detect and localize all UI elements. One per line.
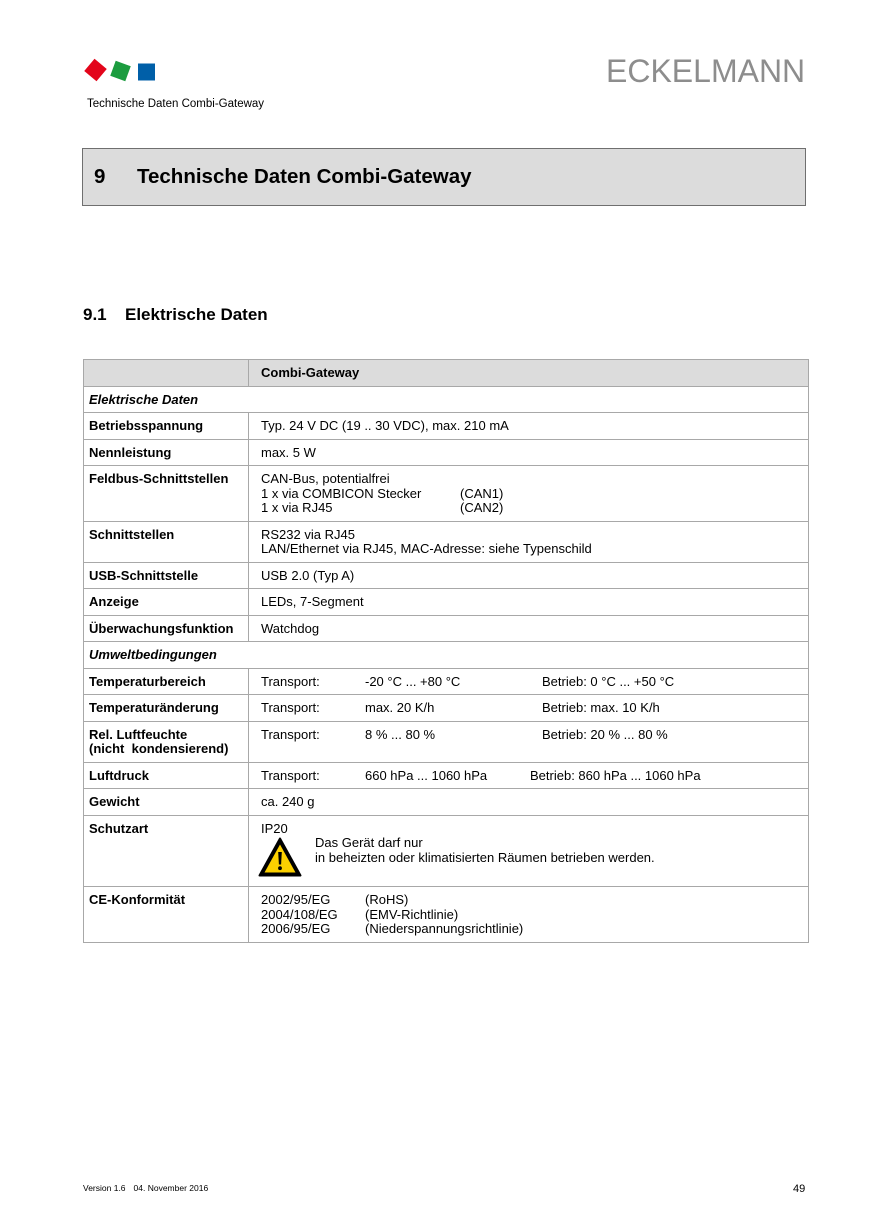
condition-values — [261, 701, 803, 716]
row-value: Typ. 24 V DC (19 .. 30 VDC), max. 210 mA — [249, 413, 809, 440]
brand-wordmark: ECKELMANN — [606, 53, 806, 89]
port-connection: 1 x via RJ45 — [261, 500, 333, 515]
logo-green-square — [110, 61, 131, 82]
company-logo — [80, 54, 160, 88]
row-value: LEDs, 7-Segment — [249, 589, 809, 616]
directive-name: (RoHS) — [365, 892, 409, 907]
table-row-luftdruck — [84, 762, 809, 789]
directive-line — [261, 908, 803, 923]
section-title: Elektrische Daten — [125, 305, 268, 324]
table-row-betriebsspannung — [84, 413, 809, 440]
table-header-row — [84, 360, 809, 387]
footer-date: 04. November 2016 — [133, 1183, 209, 1193]
row-label: CE-Konformität — [84, 887, 249, 943]
protection-rating: IP20 — [261, 820, 288, 836]
row-value — [249, 762, 809, 789]
condition-values — [261, 728, 803, 743]
warning-line: in beheizten oder klimatisierten Räumen betrieben werden. — [315, 849, 655, 865]
row-value — [249, 695, 809, 722]
directive-name: (EMV-Richtlinie) — [365, 906, 459, 922]
directive-line — [261, 922, 803, 937]
row-value: Watchdog — [249, 615, 809, 642]
footer-version-info — [83, 1183, 208, 1193]
header-cell-empty — [84, 360, 249, 387]
logo-red-square — [84, 59, 107, 82]
row-label: USB-Schnittstelle — [84, 562, 249, 589]
row-value: max. 5 W — [249, 439, 809, 466]
directive-code: 2002/95/EG — [261, 892, 331, 907]
table-row-feldbus — [84, 466, 809, 522]
chapter-title: Technische Daten Combi-Gateway — [137, 165, 472, 188]
row-label: Anzeige — [84, 589, 249, 616]
label-line: (nicht kondensierend) — [89, 741, 229, 756]
condition-values — [261, 675, 803, 690]
row-value — [249, 521, 809, 562]
table-row-gewicht — [84, 789, 809, 816]
table-row-nennleistung — [84, 439, 809, 466]
row-value: USB 2.0 (Typ A) — [249, 562, 809, 589]
table-row-schnittstellen — [84, 521, 809, 562]
row-label: Feldbus-Schnittstellen — [84, 466, 249, 522]
transport-value: max. 20 K/h — [365, 700, 435, 715]
table-row-ce — [84, 887, 809, 943]
warning-text — [315, 836, 655, 881]
transport-value: 8 % ... 80 % — [365, 726, 436, 742]
row-label: Temperaturänderung — [84, 695, 249, 722]
column-header: Combi-Gateway — [249, 360, 809, 387]
operation-value: Betrieb: 0 °C ... +50 °C — [542, 673, 675, 689]
transport-label: Transport: — [261, 726, 320, 742]
spec-table — [83, 359, 809, 943]
page-number: 49 — [793, 1183, 806, 1195]
value-line: LAN/Ethernet via RJ45, MAC-Adresse: siehe Typenschild — [261, 541, 592, 556]
group-heading-environment: Umweltbedingungen — [84, 642, 809, 669]
operation-value: Betrieb: 20 % ... 80 % — [542, 726, 668, 742]
feldbus-port — [261, 487, 803, 502]
port-bus: (CAN2) — [460, 500, 504, 515]
group-row-electrical — [84, 386, 809, 413]
directive-line — [261, 893, 803, 908]
port-connection: 1 x via COMBICON Stecker — [261, 485, 422, 501]
row-label: Temperaturbereich — [84, 668, 249, 695]
transport-label: Transport: — [261, 673, 320, 689]
row-label: Schutzart — [84, 815, 249, 887]
group-row-environment — [84, 642, 809, 669]
transport-value: 660 hPa ... 1060 hPa — [365, 767, 488, 783]
warning-notice — [258, 836, 803, 881]
chapter-number: 9 — [94, 165, 106, 188]
directive-name: (Niederspannungsrichtlinie) — [365, 921, 524, 936]
table-row-schutzart — [84, 815, 809, 887]
warning-triangle-icon — [258, 837, 302, 877]
table-row-ueberwachung — [84, 615, 809, 642]
row-label: Nennleistung — [84, 439, 249, 466]
row-value — [249, 887, 809, 943]
transport-value: -20 °C ... +80 °C — [365, 673, 461, 689]
transport-label: Transport: — [261, 767, 320, 783]
footer-version: Version 1.6 — [83, 1183, 126, 1193]
operation-value: Betrieb: 860 hPa ... 1060 hPa — [530, 767, 701, 783]
running-title: Technische Daten Combi-Gateway — [87, 98, 265, 110]
transport-label: Transport: — [261, 700, 320, 715]
section-number: 9.1 — [83, 305, 107, 324]
table-row-usb — [84, 562, 809, 589]
row-label: Schnittstellen — [84, 521, 249, 562]
group-heading-electrical: Elektrische Daten — [84, 386, 809, 413]
row-label: Betriebsspannung — [84, 413, 249, 440]
row-value: ca. 240 g — [249, 789, 809, 816]
table-row-luftfeuchte — [84, 721, 809, 762]
condition-values — [261, 769, 803, 784]
row-label: Luftdruck — [84, 762, 249, 789]
chapter-heading — [82, 148, 806, 206]
operation-value: Betrieb: max. 10 K/h — [542, 700, 660, 715]
table-row-anzeige — [84, 589, 809, 616]
logo-blue-square — [138, 64, 155, 81]
value-line: RS232 via RJ45 — [261, 526, 355, 542]
row-value — [249, 668, 809, 695]
table-row-temperaturbereich — [84, 668, 809, 695]
feldbus-type: CAN-Bus, potentialfrei — [261, 471, 390, 486]
table-row-temperaturaenderung — [84, 695, 809, 722]
warning-line: Das Gerät darf nur — [315, 835, 423, 850]
row-value — [249, 815, 809, 887]
row-value — [249, 721, 809, 762]
row-label: Überwachungsfunktion — [84, 615, 249, 642]
directive-code: 2006/95/EG — [261, 921, 331, 936]
feldbus-port — [261, 501, 803, 516]
section-heading — [83, 305, 268, 325]
row-label: Gewicht — [84, 789, 249, 816]
label-line: Rel. Luftfeuchte — [89, 726, 188, 742]
directive-code: 2004/108/EG — [261, 906, 338, 922]
row-value — [249, 466, 809, 522]
row-label — [84, 721, 249, 762]
port-bus: (CAN1) — [460, 485, 504, 501]
